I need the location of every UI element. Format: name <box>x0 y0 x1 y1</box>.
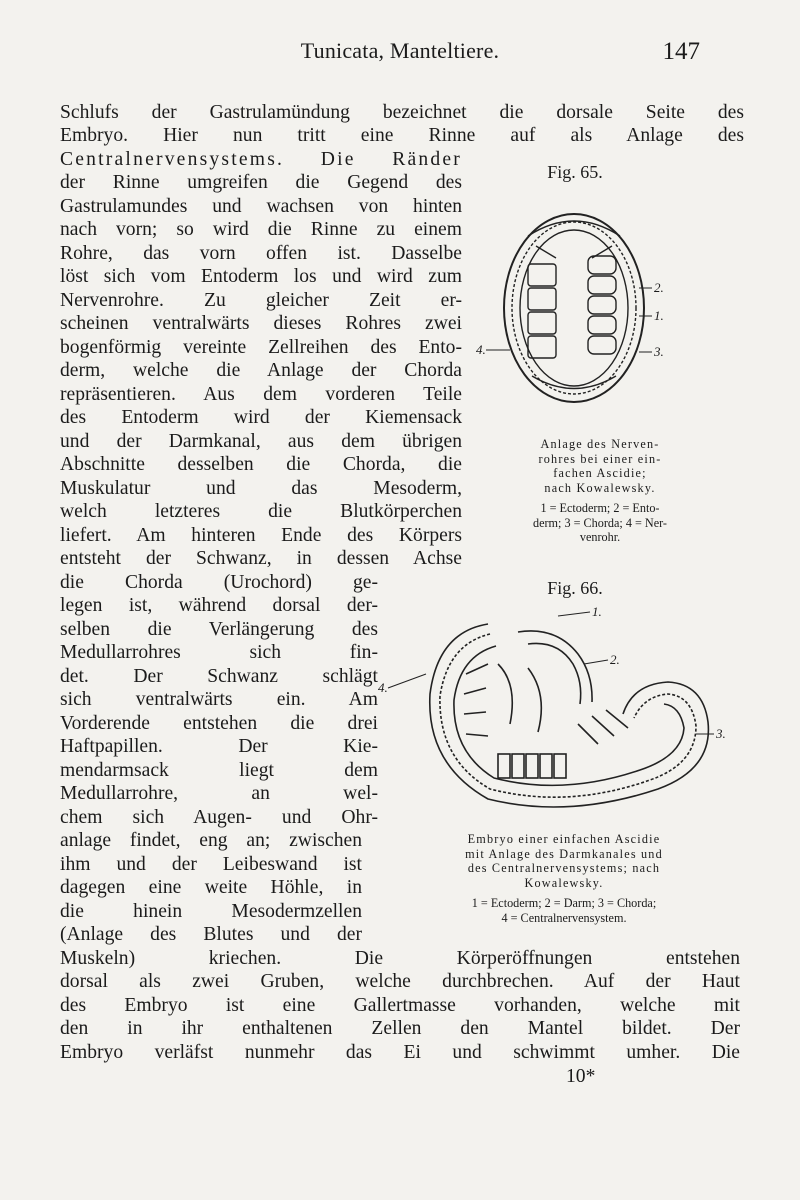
caption-line: 4 = Centralnervensystem. <box>501 910 627 925</box>
body-line: die Chorda (Urochord) ge- <box>60 572 378 593</box>
figure-65-caption <box>482 437 718 545</box>
figure-65-label-3: 3. <box>654 344 664 359</box>
figure-66-caption <box>384 832 744 925</box>
body-line: Gastrulamundes und wachsen von hinten <box>60 196 462 217</box>
body-line: bogenförmig vereinte Zellreihen des Ento- <box>60 337 462 358</box>
body-line: scheinen ventralwärts dieses Rohres zwei <box>60 313 462 334</box>
caption-line: Anlage des Nerven- <box>540 437 660 451</box>
body-line: Embryo verläfst nunmehr das Ei und schwimmt umher. Die <box>60 1042 740 1063</box>
body-line: derm, welche die Anlage der Chorda <box>60 360 462 381</box>
figure-65-label-2: 2. <box>654 280 664 295</box>
body-line: legen ist, während dorsal der- <box>60 595 378 616</box>
figure-66-illustration <box>378 604 738 824</box>
figure-66-label-3: 3. <box>716 726 726 741</box>
body-line: Rohre, das vorn offen ist. Dasselbe <box>60 243 462 264</box>
figure-65-label-4: 4. <box>476 342 486 357</box>
caption-line: venrohr. <box>579 530 621 544</box>
body-line: mendarmsack liegt dem <box>60 760 378 781</box>
body-line: Centralnervensystems. Die Ränder <box>60 149 462 170</box>
figure-66-label-4: 4. <box>378 680 388 695</box>
figure-65-title: Fig. 65. <box>547 162 603 182</box>
body-line: des Entoderm wird der Kiemensack <box>60 407 462 428</box>
body-line: sich ventralwärts ein. Am <box>60 689 378 710</box>
body-line: chem sich Augen- und Ohr- <box>60 807 378 828</box>
body-line: (Anlage des Blutes und der <box>60 924 362 945</box>
caption-line: des Centralnervensystems; nach <box>467 861 661 875</box>
caption-line: mit Anlage des Darmkanales und <box>465 846 663 861</box>
body-line: der Rinne umgreifen die Gegend des <box>60 172 462 193</box>
figure-66 <box>378 604 738 824</box>
body-line <box>60 125 744 147</box>
body-line: nach vorn; so wird die Rinne zu einem <box>60 219 462 240</box>
body-line: löst sich vom Entoderm los und wird zum <box>60 266 462 287</box>
body-line: entsteht der Schwanz, in dessen Achse <box>60 548 462 569</box>
body-line: den in ihr enthaltenen Zellen den Mantel bildet. Der <box>60 1018 740 1039</box>
figure-65 <box>476 196 676 426</box>
body-line: Schlufs der Gastrulamündung bezeichnet die dorsale Seite des <box>60 102 744 123</box>
page-header <box>0 38 800 78</box>
body-line: des Embryo ist eine Gallertmasse vorhanden, welche mit <box>60 995 740 1016</box>
body-line: Muskeln) kriechen. Die Körperöffnungen entstehen <box>60 948 740 969</box>
body-line: Muskulatur und das Mesoderm, <box>60 478 462 499</box>
running-title: Tunicata, Manteltiere. <box>300 38 500 63</box>
caption-line: nach Kowalewsky. <box>544 480 656 495</box>
body-line: dagegen eine weite Höhle, in <box>60 877 362 898</box>
body-line: die hinein Mesodermzellen <box>60 901 362 922</box>
body-line: Nervenrohre. Zu gleicher Zeit er- <box>60 290 462 311</box>
signature-mark: 10* <box>566 1066 596 1087</box>
body-line: und der Darmkanal, aus dem übrigen <box>60 431 462 452</box>
body-line: selben die Verlängerung des <box>60 619 378 640</box>
figure-66-label-1: 1. <box>592 604 602 619</box>
body-line: anlage findet, eng an; zwischen <box>60 830 362 851</box>
caption-line: 1 = Ectoderm; 2 = Darm; 3 = Chorda; <box>471 896 657 910</box>
body-line: Haftpapillen. Der Kie- <box>60 736 378 757</box>
body-line: det. Der Schwanz schlägt <box>60 666 378 687</box>
body-line: dorsal als zwei Gruben, welche durchbrechen. Auf der Haut <box>60 971 740 992</box>
caption-line: fachen Ascidie; <box>553 466 647 480</box>
body-line: Medullarrohre, an wel- <box>60 783 378 804</box>
page-number: 147 <box>662 38 700 65</box>
figure-66-label-2: 2. <box>610 652 620 667</box>
caption-line: Kowalewsky. <box>524 875 604 890</box>
caption-line: rohres bei einer ein- <box>538 451 662 466</box>
body-line: Medullarrohres sich fin- <box>60 642 378 663</box>
caption-line: derm; 3 = Chorda; 4 = Ner- <box>533 515 667 530</box>
body-line: welch letzteres die Blutkörperchen <box>60 501 462 522</box>
figure-65-label-1: 1. <box>654 308 664 323</box>
figure-65-illustration <box>476 196 676 426</box>
body-line: liefert. Am hinteren Ende des Körpers <box>60 525 462 546</box>
caption-line: 1 = Ectoderm; 2 = Ento- <box>540 501 660 515</box>
body-line: Abschnitte desselben die Chorda, die <box>60 454 462 475</box>
body-line: repräsentieren. Aus dem vorderen Teile <box>60 384 462 405</box>
body-line: Vorderende entstehen die drei <box>60 713 378 734</box>
body-line: ihm und der Leibeswand ist <box>60 854 362 875</box>
figure-66-title: Fig. 66. <box>547 578 603 598</box>
body-line-text: Embryo. Hier nun tritt eine Rinne auf als Anlage des <box>60 125 744 146</box>
caption-line: Embryo einer einfachen Ascidie <box>467 832 661 846</box>
